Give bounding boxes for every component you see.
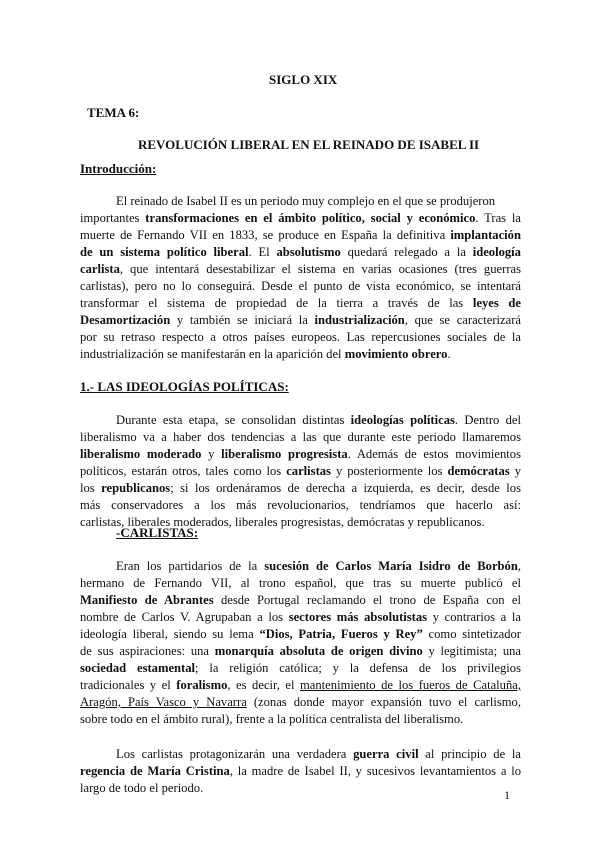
document-header: SIGLO XIX <box>269 72 338 87</box>
carlistas-line-4 <box>80 610 521 625</box>
intro-line-4 <box>80 245 521 260</box>
text-run: largo de todo el periodo. <box>80 781 204 795</box>
text-run: más conservadores a los más revolucionarios, tendríamos que hacerlo así: <box>80 498 521 512</box>
section1-line-2 <box>80 430 521 445</box>
section1-heading-text: 1.- LAS IDEOLOGÍAS POLÍTICAS: <box>80 379 289 394</box>
bold-run: sectores más absolutistas <box>288 610 428 624</box>
bold-run: sociedad estamental <box>80 661 196 675</box>
carlistas-line-6 <box>80 644 521 659</box>
text-run: transformar el sistema de propiedad de la tierra a través de las <box>80 296 473 310</box>
text-run: desde Portugal reclamando el trono de España con el <box>213 593 521 607</box>
page-number: 1 <box>504 788 510 802</box>
text-run: . <box>447 347 451 361</box>
carlistas-line-7 <box>80 661 521 676</box>
carlistas-line-5 <box>80 627 521 642</box>
underlined-run: mantenimiento de los fueros de Cataluña, <box>300 678 521 692</box>
carlistas-line-3 <box>80 593 521 608</box>
carlistas-line-9 <box>80 695 521 710</box>
carlistas-line-10 <box>80 712 521 727</box>
bold-run: Desamortización <box>80 313 171 327</box>
intro-line-2 <box>80 211 521 226</box>
carlistas-line-8 <box>80 678 521 693</box>
intro-heading-text: Introducción: <box>80 161 157 176</box>
bold-run: regencia de María Cristina <box>80 764 230 778</box>
bold-run: carlista <box>80 262 120 276</box>
text-run: carlistas), pero no lo conseguirá. Desde el punto de vista económico, se intentará <box>80 279 521 293</box>
carlistas-line-1 <box>116 559 521 574</box>
text-run: industrialización se manifestarán en la aparición del <box>80 347 345 361</box>
intro-line-5 <box>80 262 521 277</box>
intro-line-6 <box>80 279 521 294</box>
text-run: ; si los ordenáramos de derecha a izquierda, es decir, desde los <box>170 481 521 495</box>
intro-line-1 <box>116 194 521 209</box>
text-run: de sus aspiraciones: una <box>80 644 215 658</box>
text-run: ideología liberal, siendo su lema <box>80 627 260 641</box>
text-run: , la madre de Isabel II, y sucesivos levantamientos a lo <box>229 764 521 778</box>
bold-run: ideologías políticas <box>350 413 455 427</box>
carlistas-heading-text: -CARLISTAS: <box>116 525 199 540</box>
intro-line-8 <box>80 313 521 328</box>
bold-run: movimiento obrero <box>344 347 448 361</box>
bold-run: absolutismo <box>276 245 341 259</box>
bold-run: republicanos <box>101 481 171 495</box>
text-run: (zonas donde mayor expansión tuvo el carlismo, <box>246 695 521 709</box>
section1-line-4 <box>80 464 521 479</box>
text-run: . Además de estos movimientos <box>347 447 522 461</box>
bold-run: industrialización <box>314 313 405 327</box>
text-run: y legitimista; una <box>422 644 521 658</box>
carlistas-p2-line-3 <box>80 781 521 796</box>
intro-line-3 <box>80 228 521 243</box>
section1-line-1 <box>116 413 521 428</box>
intro-line-10 <box>80 347 521 362</box>
text-run: . El <box>248 245 277 259</box>
topic-label: TEMA 6: <box>87 105 140 120</box>
text-run: El reinado de Isabel II es un periodo muy complejo en el que se produjeron <box>116 194 496 208</box>
underlined-run: Aragón, País Vasco y Navarra <box>80 695 247 709</box>
bold-run: implantación <box>450 228 521 242</box>
bold-run: ideología <box>472 245 521 259</box>
intro-heading <box>80 161 156 177</box>
document-title: REVOLUCIÓN LIBERAL EN EL REINADO DE ISABEL II <box>138 137 480 152</box>
carlistas-p2-line-2 <box>80 764 521 779</box>
text-run: al principio de la <box>418 747 521 761</box>
text-run: y también se iniciará la <box>170 313 315 327</box>
intro-line-7 <box>80 296 521 311</box>
section1-line-5 <box>80 481 521 496</box>
carlistas-p2-line-1 <box>116 747 521 762</box>
text-run: muerte de Fernando VII en 1833, se produce en España la definitiva <box>80 228 451 242</box>
bold-run: demócratas <box>447 464 510 478</box>
text-run: , <box>517 559 522 573</box>
text-run: . Tras la <box>475 211 522 225</box>
text-run: los <box>80 481 102 495</box>
text-run: Durante esta etapa, se consolidan distintas <box>116 413 351 427</box>
text-run: y <box>509 464 521 478</box>
text-run: , que se caracterizará <box>404 313 521 327</box>
carlistas-heading <box>116 525 198 541</box>
text-run: . Dentro del <box>454 413 522 427</box>
carlistas-line-2 <box>80 576 521 591</box>
text-run: Eran los partidarios de la <box>116 559 265 573</box>
intro-line-9 <box>80 330 521 345</box>
bold-run: liberalismo moderado <box>80 447 202 461</box>
text-run: nombre de Carlos V. Agrupaban a los <box>80 610 289 624</box>
bold-run: sucesión de Carlos María Isidro de Borbón <box>264 559 518 573</box>
bold-run: “Dios, Patria, Fueros y Rey” <box>259 627 423 641</box>
text-run: quedará relegado a la <box>340 245 473 259</box>
text-run: , es decir, el <box>227 678 300 692</box>
section1-line-6 <box>80 498 521 513</box>
section1-heading <box>80 379 289 395</box>
text-run: hermano de Fernando VII, al trono español, que tras su muerte publicó el <box>80 576 521 590</box>
text-run: liberalismo va a haber dos tendencias a las que durante este periodo llamaremos <box>80 430 521 444</box>
text-run: ; la religión católica; y la defensa de los privilegios <box>195 661 521 675</box>
text-run: políticos, estarán otros, tales como los <box>80 464 287 478</box>
text-run: y contrarios a la <box>427 610 521 624</box>
bold-run: transformaciones en el ámbito político, social y económico <box>145 211 476 225</box>
section1-line-3 <box>80 447 521 462</box>
text-run: como sintetizador <box>422 627 521 641</box>
text-run: sobre todo en el ámbito rural), frente a la política centralista del liberalismo. <box>80 712 464 726</box>
text-run: y posteriormente los <box>330 464 448 478</box>
text-run: , que intentará desestabilizar el sistema en varias ocasiones (tres guerras <box>119 262 521 276</box>
bold-run: liberalismo progresista <box>221 447 348 461</box>
bold-run: de un sistema político liberal <box>80 245 249 259</box>
bold-run: carlistas <box>286 464 331 478</box>
bold-run: guerra civil <box>353 747 419 761</box>
text-run: tradicionales y el <box>80 678 177 692</box>
bold-run: monarquía absoluta de origen divino <box>214 644 423 658</box>
bold-run: foralismo <box>176 678 228 692</box>
text-run: Los carlistas protagonizarán una verdadera <box>116 747 354 761</box>
bold-run: leyes de <box>472 296 521 310</box>
text-run: carlistas, liberales moderados, liberales progresistas, demócratas y republicanos. <box>80 515 485 529</box>
bold-run: Manifiesto de Abrantes <box>80 593 214 607</box>
text-run: importantes <box>80 211 146 225</box>
text-run: por su retraso respecto a otros países europeos. Las repercusiones sociales de la <box>80 330 521 344</box>
text-run: y <box>201 447 222 461</box>
